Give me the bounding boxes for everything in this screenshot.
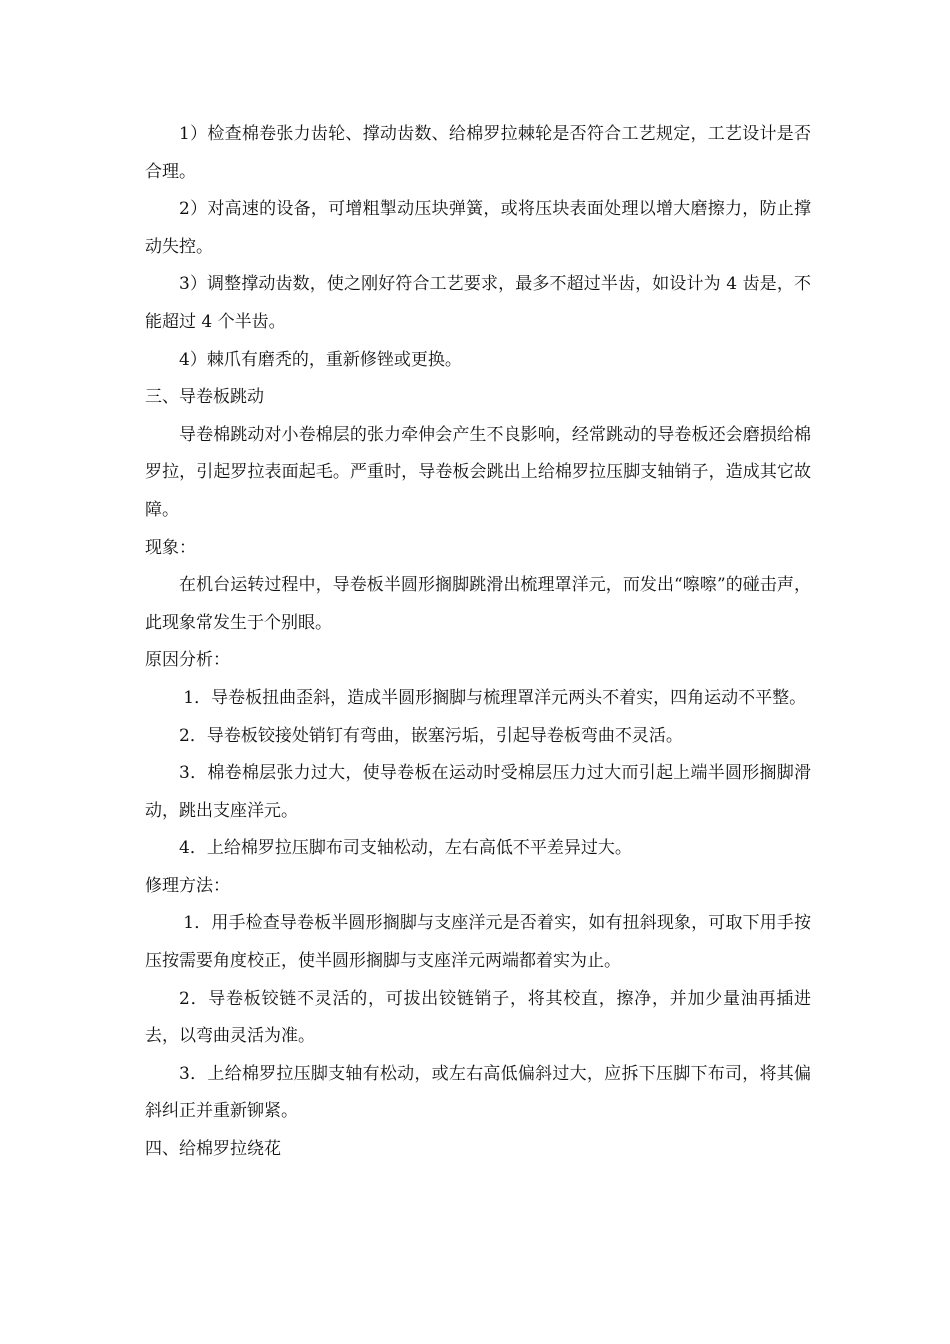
section-heading-3: 三、导卷板跳动 [145,387,264,408]
repair-item-1: 1．用手检查导卷板半圆形搁脚与支座洋元是否着实，如有扭斜现象，可取下用手按压按需要角度校正，使半圆形搁脚与支座洋元两端都着实为止。 [145,913,811,972]
section-heading-4: 四、给棉罗拉绕花 [145,1139,281,1160]
phenomenon-heading: 现象： [145,537,196,558]
paragraph-item-1: 1）检查棉卷张力齿轮、撑动齿数、给棉罗拉棘轮是否符合工艺规定，工艺设计是否合理。 [145,124,811,182]
section-intro-paragraph: 导卷棉跳动对小卷棉层的张力牵伸会产生不良影响，经常跳动的导卷板还会磨损给棉罗拉，引起罗拉表面起毛。严重时，导卷板会跳出上给棉罗拉压脚支轴销子，造成其它故障。 [145,424,811,520]
cause-item-2: 2．导卷板铰接处销钉有弯曲，嵌塞污垢，引起导卷板弯曲不灵活。 [179,725,683,746]
repair-method-heading: 修理方法： [145,875,230,896]
repair-item-3: 3．上给棉罗拉压脚支轴有松动，或左右高低偏斜过大，应拆下压脚下布司，将其偏斜纠正并重新铆紧。 [145,1063,811,1122]
paragraph-item-4: 4）棘爪有磨秃的，重新修锉或更换。 [179,349,462,370]
cause-item-3: 3．棉卷棉层张力过大，使导卷板在运动时受棉层压力过大而引起上端半圆形搁脚滑动，跳出支座洋元。 [145,763,811,821]
cause-item-4: 4．上给棉罗拉压脚布司支轴松动，左右高低不平差异过大。 [179,838,632,859]
cause-analysis-heading: 原因分析： [145,650,230,671]
paragraph-item-3: 3）调整撑动齿数，使之刚好符合工艺要求，最多不超过半齿，如设计为 4 齿是，不能超过 4 个半齿。 [145,274,811,332]
repair-item-2: 2．导卷板铰链不灵活的，可拔出铰链销子，将其校直，擦净，并加少量油再插进去，以弯曲灵活为准。 [145,988,811,1047]
document-body [145,116,811,1169]
paragraph-item-2: 2）对高速的设备，可增粗掣动压块弹簧，或将压块表面处理以增大磨擦力，防止撑动失控。 [145,199,811,257]
phenomenon-paragraph: 在机台运转过程中，导卷板半圆形搁脚跳滑出梳理罩洋元，而发出“嚓嚓”的碰击声，此现象常发生于个别眼。 [145,575,811,633]
cause-item-1: 1．导卷板扭曲歪斜，造成半圆形搁脚与梳理罩洋元两头不着实，四角运动不平整。 [183,687,807,708]
